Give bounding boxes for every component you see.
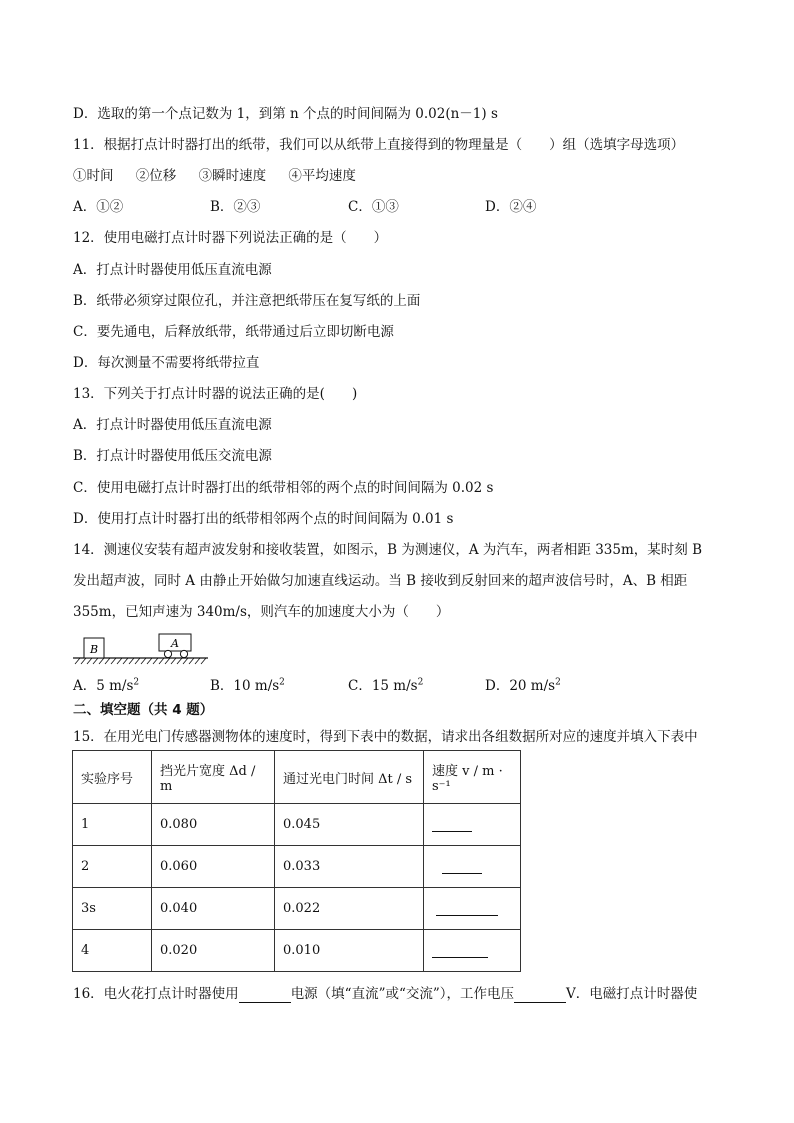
q11-stem: 11．根据打点计时器打出的纸带，我们可以从纸带上直接得到的物理量是（ ）组（选填字母选项）	[73, 137, 685, 153]
label-b: B	[89, 643, 99, 656]
q13-stem: 13．下列关于打点计时器的说法正确的是( )	[73, 386, 358, 402]
q11-option-b[interactable]: B．②③	[210, 199, 261, 215]
speed-answer-blank[interactable]	[432, 817, 472, 832]
cell-speed[interactable]	[424, 930, 521, 972]
q14-stem-line-3: 355m，已知声速为 340m/s，则汽车的加速度大小为（ ）	[73, 604, 450, 620]
q14-option-c[interactable]: C．15 $m/s^2$	[348, 677, 424, 694]
q11-option-d[interactable]: D．②④	[485, 199, 537, 215]
header-speed: 速度 v / m · s⁻¹	[424, 751, 521, 804]
q14-stem-line-2: 发出超声波，同时 A 由静止开始做匀加速直线运动。当 B 接收到反射回来的超声波信号时，A、B 相距	[73, 573, 688, 589]
q11-item-1: ①时间	[73, 168, 114, 184]
cell-time: 0.022	[275, 888, 424, 930]
q13-option-a[interactable]: A．打点计时器使用低压直流电源	[73, 417, 272, 433]
cell-speed[interactable]	[424, 846, 521, 888]
speed-answer-blank[interactable]	[442, 859, 482, 874]
q14-option-d[interactable]: D．20 $m/s^2$	[485, 677, 561, 694]
table-row	[73, 930, 521, 972]
q16-stem	[73, 985, 697, 1003]
section-heading: 二、填空题（共 4 题）	[73, 702, 214, 718]
q12-option-c[interactable]: C．要先通电，后释放纸带，纸带通过后立即切断电源	[73, 324, 394, 340]
q16-blank-1[interactable]	[239, 988, 291, 1003]
table-row	[73, 888, 521, 930]
cell-id: 4	[73, 930, 152, 972]
q15-table	[72, 750, 521, 972]
label-a: A	[171, 637, 179, 650]
q14-options	[73, 677, 723, 695]
table-row	[73, 846, 521, 888]
q11-item-3: ③瞬时速度	[198, 168, 267, 184]
q13-option-b[interactable]: B．打点计时器使用低压交流电源	[73, 448, 272, 464]
cell-width: 0.080	[152, 804, 275, 846]
header-width: 挡光片宽度 Δd / m	[152, 751, 275, 804]
cell-width: 0.040	[152, 888, 275, 930]
speed-answer-blank[interactable]	[436, 901, 498, 916]
cell-id: 1	[73, 804, 152, 846]
speed-answer-blank[interactable]	[432, 943, 488, 958]
cell-id: 3s	[73, 888, 152, 930]
table-row	[73, 804, 521, 846]
q11-option-c[interactable]: C．①③	[348, 199, 399, 215]
q12-option-b[interactable]: B．纸带必须穿过限位孔，并注意把纸带压在复写纸的上面	[73, 293, 421, 309]
header-id: 实验序号	[73, 751, 152, 804]
q12-option-a[interactable]: A．打点计时器使用低压直流电源	[73, 262, 272, 278]
cell-time: 0.045	[275, 804, 424, 846]
ground-hatching	[73, 658, 208, 664]
cell-time: 0.033	[275, 846, 424, 888]
q14-option-b[interactable]: B．10 $m/s^2$	[210, 677, 285, 694]
cell-width: 0.060	[152, 846, 275, 888]
q14-option-a[interactable]: A．5 $m/s^2$	[73, 677, 140, 694]
q11-options	[73, 198, 723, 216]
q16-blank-2[interactable]	[514, 988, 566, 1003]
cell-time: 0.010	[275, 930, 424, 972]
q11-item-2: ②位移	[135, 168, 177, 184]
q11-items	[73, 167, 374, 185]
q14-stem-line-1: 14．测速仪安装有超声波发射和接收装置，如图示，B 为测速仪，A 为汽车，两者相距 335m，某时刻 B	[73, 542, 703, 558]
speed-meter-b	[84, 638, 104, 658]
q16-part-3: V．电磁打点计时器使	[566, 986, 698, 1002]
q15-stem: 15．在用光电门传感器测物体的速度时，得到下表中的数据，请求出各组数据所对应的速度并填入下表中	[73, 729, 698, 745]
cell-speed[interactable]	[424, 804, 521, 846]
q12-option-d[interactable]: D．每次测量不需要将纸带拉直	[73, 355, 260, 371]
q10-option-d: D．选取的第一个点记数为 1，到第 n 个点的时间间隔为 0.02(n－1) s	[73, 106, 498, 122]
q13-option-c[interactable]: C．使用电磁打点计时器打出的纸带相邻的两个点的时间间隔为 0.02 s	[73, 480, 494, 496]
table-header-row	[73, 751, 521, 804]
cell-speed[interactable]	[424, 888, 521, 930]
q11-item-4: ④平均速度	[288, 168, 356, 184]
q12-stem: 12．使用电磁打点计时器下列说法正确的是（ ）	[73, 230, 388, 246]
q16-part-1: 16．电火花打点计时器使用	[73, 986, 239, 1002]
cell-id: 2	[73, 846, 152, 888]
q16-part-2: 电源（填“直流”或“交流”），工作电压	[290, 986, 515, 1002]
q14-figure	[73, 632, 213, 666]
cell-width: 0.020	[152, 930, 275, 972]
header-time: 通过光电门时间 Δt / s	[275, 751, 424, 804]
q11-option-a[interactable]: A．①②	[73, 199, 124, 215]
q13-option-d[interactable]: D．使用打点计时器打出的纸带相邻两个点的时间间隔为 0.01 s	[73, 511, 454, 527]
car-a	[159, 634, 191, 658]
